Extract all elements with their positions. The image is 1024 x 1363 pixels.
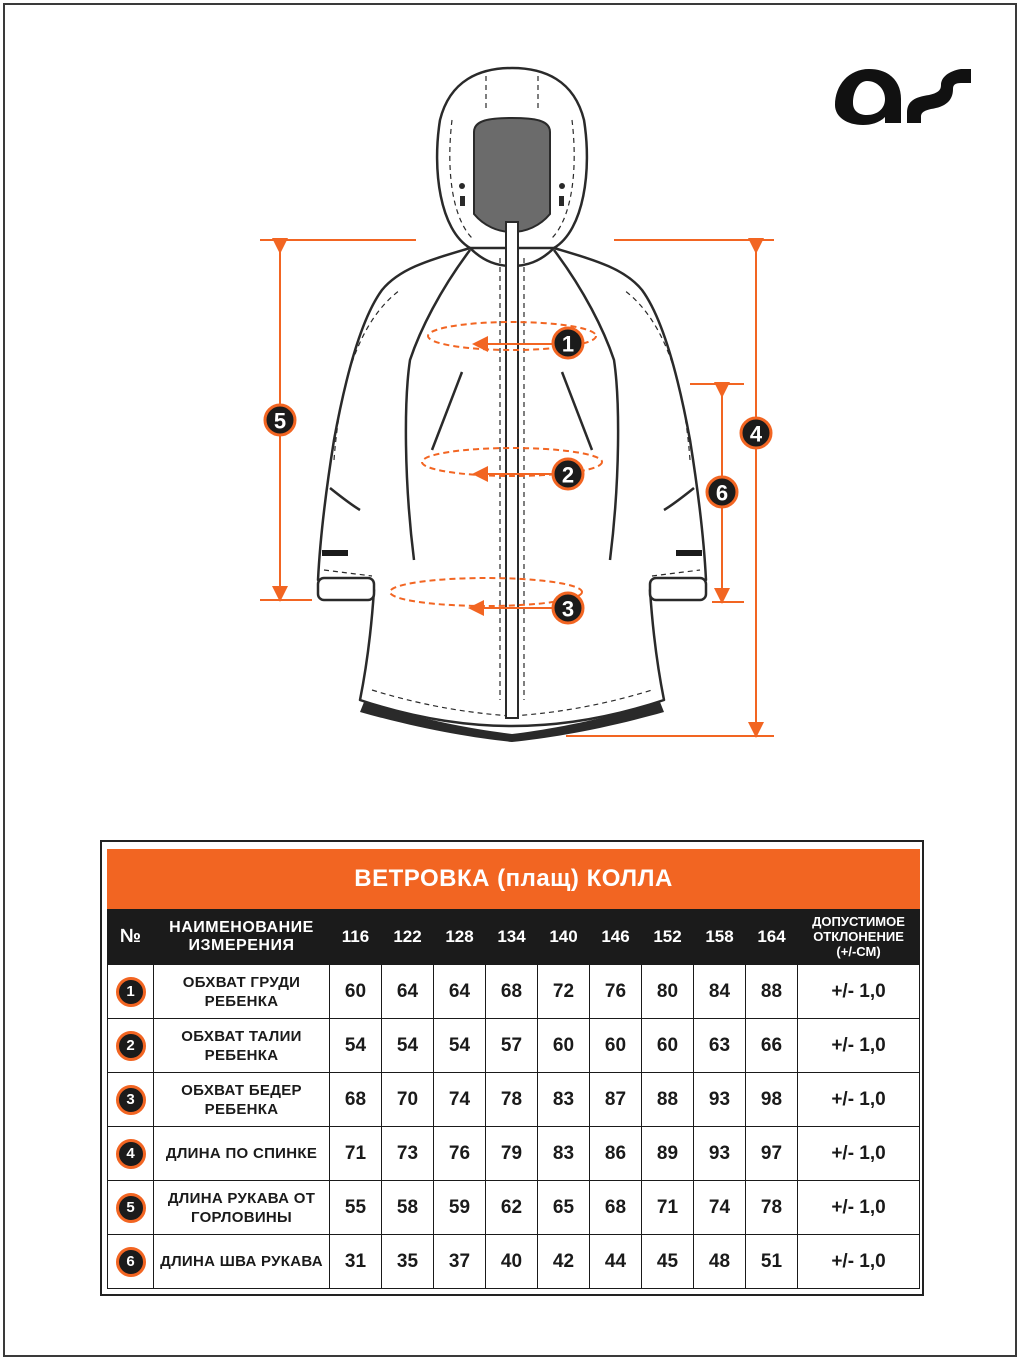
row-num-cell: [108, 1181, 154, 1235]
row-value: 89: [642, 1127, 694, 1181]
hood-lining: [474, 118, 550, 232]
row-value: 64: [434, 965, 486, 1019]
header-size-122: 122: [382, 909, 434, 965]
row-name-cell: [154, 965, 330, 1019]
header-size-140: 140: [538, 909, 590, 965]
row-value: 72: [538, 965, 590, 1019]
header-size-164: 164: [746, 909, 798, 965]
row-value: 64: [382, 965, 434, 1019]
row-value: 83: [538, 1127, 590, 1181]
table-row-6: [108, 1235, 920, 1289]
row-name-line1: ОБХВАТ ТАЛИИ: [181, 1027, 302, 1045]
svg-text:4: 4: [749, 421, 763, 447]
row-value: 35: [382, 1235, 434, 1289]
cuff-tab-right: [676, 550, 702, 556]
table-row-3: [108, 1073, 920, 1127]
row-badge: 3: [116, 1085, 146, 1115]
row-deviation: +/- 1,0: [798, 1019, 920, 1073]
header-deviation-line1: ДОПУСТИМОЕ: [812, 914, 905, 929]
row-value: 68: [330, 1073, 382, 1127]
row-name-line2: РЕБЕНКА: [204, 1100, 279, 1118]
size-table-frame: [100, 840, 924, 1296]
row-value: 70: [382, 1073, 434, 1127]
badge-6: [707, 477, 737, 507]
table-header-row: [108, 909, 920, 965]
row-value: 98: [746, 1073, 798, 1127]
row-value: 83: [538, 1073, 590, 1127]
row-badge: 1: [116, 977, 146, 1007]
svg-text:3: 3: [561, 596, 575, 622]
row-value: 97: [746, 1127, 798, 1181]
row-name-line1: ДЛИНА РУКАВА ОТ: [167, 1189, 316, 1207]
row-name-cell: [154, 1019, 330, 1073]
svg-text:6: 6: [715, 480, 729, 506]
row-deviation: +/- 1,0: [798, 1073, 920, 1127]
row-name-line2: ГОРЛОВИНЫ: [190, 1208, 293, 1226]
row-value: 74: [434, 1073, 486, 1127]
row-value: 87: [590, 1073, 642, 1127]
row-value: 57: [486, 1019, 538, 1073]
row-value: 59: [434, 1181, 486, 1235]
row-value: 68: [590, 1181, 642, 1235]
row-name-line1: ОБХВАТ БЕДЕР: [181, 1081, 302, 1099]
table-row-5: [108, 1181, 920, 1235]
row-value: 45: [642, 1235, 694, 1289]
header-name: [154, 909, 330, 965]
badge-4: [741, 418, 771, 448]
row-name-cell: [154, 1181, 330, 1235]
header-name-line1: НАИМЕНОВАНИЕ: [169, 918, 314, 936]
row-badge: 6: [116, 1247, 146, 1277]
size-table: [107, 849, 920, 1289]
svg-text:1: 1: [561, 331, 575, 357]
row-value: 88: [746, 965, 798, 1019]
row-value: 31: [330, 1235, 382, 1289]
row-value: 76: [590, 965, 642, 1019]
row-name-line2: РЕБЕНКА: [204, 992, 279, 1010]
row-badge: 5: [116, 1193, 146, 1223]
row-name-cell: [154, 1127, 330, 1181]
row-value: 40: [486, 1235, 538, 1289]
svg-text:5: 5: [273, 408, 287, 434]
row-num-cell: [108, 1127, 154, 1181]
svg-text:2: 2: [561, 462, 575, 488]
row-value: 79: [486, 1127, 538, 1181]
badge-5: [265, 405, 295, 435]
row-value: 86: [590, 1127, 642, 1181]
row-name-line1: ОБХВАТ ГРУДИ: [182, 973, 301, 991]
row-value: 58: [382, 1181, 434, 1235]
table-title: ВЕТРОВКА (плащ) КОЛЛА: [108, 850, 920, 909]
row-value: 84: [694, 965, 746, 1019]
row-num-cell: [108, 1235, 154, 1289]
row-value: 44: [590, 1235, 642, 1289]
table-row-1: [108, 965, 920, 1019]
row-value: 78: [486, 1073, 538, 1127]
header-name-line2: ИЗМЕРЕНИЯ: [188, 936, 295, 954]
row-deviation: +/- 1,0: [798, 1127, 920, 1181]
badge-3: [553, 593, 583, 623]
row-name-cell: [154, 1235, 330, 1289]
row-value: 60: [590, 1019, 642, 1073]
row-value: 71: [330, 1127, 382, 1181]
row-value: 54: [434, 1019, 486, 1073]
header-size-152: 152: [642, 909, 694, 965]
header-size-116: 116: [330, 909, 382, 965]
header-size-146: 146: [590, 909, 642, 965]
row-deviation: +/- 1,0: [798, 1181, 920, 1235]
row-name-line1: ДЛИНА ПО СПИНКЕ: [165, 1145, 318, 1162]
row-value: 74: [694, 1181, 746, 1235]
header-size-128: 128: [434, 909, 486, 965]
row-value: 48: [694, 1235, 746, 1289]
row-deviation: +/- 1,0: [798, 965, 920, 1019]
row-value: 78: [746, 1181, 798, 1235]
header-size-134: 134: [486, 909, 538, 965]
row-value: 51: [746, 1235, 798, 1289]
row-value: 93: [694, 1073, 746, 1127]
row-value: 68: [486, 965, 538, 1019]
row-value: 60: [538, 1019, 590, 1073]
row-value: 60: [642, 1019, 694, 1073]
row-value: 60: [330, 965, 382, 1019]
table-row-2: [108, 1019, 920, 1073]
row-value: 37: [434, 1235, 486, 1289]
header-deviation-line2: ОТКЛОНЕНИЕ: [813, 929, 904, 944]
cuff-tab-left: [322, 550, 348, 556]
row-value: 71: [642, 1181, 694, 1235]
header-num: №: [108, 909, 154, 965]
header-size-158: 158: [694, 909, 746, 965]
row-value: 73: [382, 1127, 434, 1181]
row-value: 42: [538, 1235, 590, 1289]
row-value: 93: [694, 1127, 746, 1181]
row-value: 65: [538, 1181, 590, 1235]
row-deviation: +/- 1,0: [798, 1235, 920, 1289]
row-badge: 2: [116, 1031, 146, 1061]
row-name-line1: ДЛИНА ШВА РУКАВА: [160, 1253, 323, 1270]
badge-2: [553, 459, 583, 489]
row-name-cell: [154, 1073, 330, 1127]
row-num-cell: [108, 1019, 154, 1073]
row-value: 62: [486, 1181, 538, 1235]
zipper: [506, 222, 518, 718]
row-value: 88: [642, 1073, 694, 1127]
table-row-4: [108, 1127, 920, 1181]
row-badge: 4: [116, 1139, 146, 1169]
row-value: 63: [694, 1019, 746, 1073]
row-num-cell: [108, 965, 154, 1019]
row-name-line2: РЕБЕНКА: [204, 1046, 279, 1064]
badge-1: [553, 328, 583, 358]
row-value: 76: [434, 1127, 486, 1181]
row-value: 66: [746, 1019, 798, 1073]
row-num-cell: [108, 1073, 154, 1127]
row-value: 55: [330, 1181, 382, 1235]
row-value: 80: [642, 965, 694, 1019]
header-deviation: [798, 909, 920, 965]
row-value: 54: [382, 1019, 434, 1073]
row-value: 54: [330, 1019, 382, 1073]
header-deviation-line3: (+/-СМ): [836, 944, 881, 959]
